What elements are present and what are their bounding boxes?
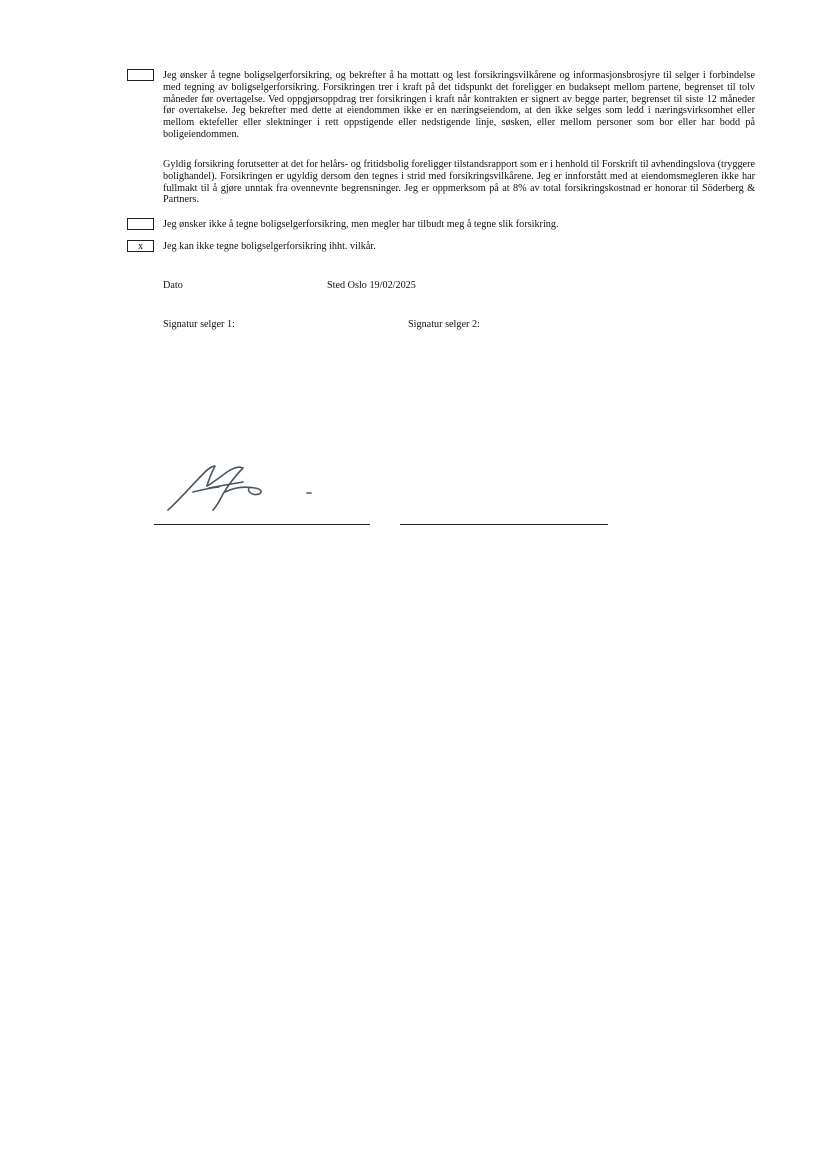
option-1-checkbox[interactable] bbox=[127, 69, 154, 81]
date-label: Dato bbox=[163, 280, 183, 291]
option-1-text: Jeg ønsker å tegne boligselgerforsikring, og bekrefter å ha mottatt og lest forsikringsvilkårene og informasjonsbrosjyre til selger i forbindelse med tegning av boligselgerforsikring. Forsikringen trer i kraft på det tidspunkt det foreligger en budaksept mellom partene, begrenset til tolv måneder før overtagelse. Ved oppgjørsoppdrag trer forsikringen i kraft når kontrakten er signert av begge parter, begrenset til siste 12 måneder før overtakelse. Jeg bekrefter med dette at eiendommen ikke er en næringseiendom, at den ikke selges som ledd i næringsvirksomhet eller mellom ektefeller eller slektninger i rett oppstigende eller nedstigende linje, søsken, eller mellom personer som bor eller har bodd på boligeiendommen. bbox=[163, 70, 755, 140]
signature-1-line bbox=[154, 524, 370, 525]
signature-2-label: Signatur selger 2: bbox=[408, 319, 480, 330]
handwritten-signature bbox=[163, 458, 353, 518]
option-2-text: Jeg ønsker ikke å tegne boligselgerforsikring, men megler har tilbudt meg å tegne slik forsikring. bbox=[163, 219, 559, 230]
place-date-value: Sted Oslo 19/02/2025 bbox=[327, 280, 416, 291]
signature-1-label: Signatur selger 1: bbox=[163, 319, 235, 330]
option-3-text: Jeg kan ikke tegne boligselgerforsikring ihht. vilkår. bbox=[163, 241, 376, 252]
option-2-checkbox[interactable] bbox=[127, 218, 154, 230]
insurance-validity-note: Gyldig forsikring forutsetter at det for helårs- og fritidsbolig foreligger tilstandsrapport som er i henhold til Forskrift til avhendingslova (tryggere bolighandel). Forsikringen er ugyldig dersom den tegnes i strid med forsikringsvilkårene. Jeg er innforstått med at eiendomsmegleren ikke har fullmakt til å gjøre unntak fra ovennevnte begrensninger. Jeg er oppmerksom på at 8% av total forsikringskostnad er honorar til Söderberg & Partners. bbox=[163, 159, 755, 206]
signature-2-line bbox=[400, 524, 608, 525]
option-3-checkbox[interactable]: x bbox=[127, 240, 154, 252]
